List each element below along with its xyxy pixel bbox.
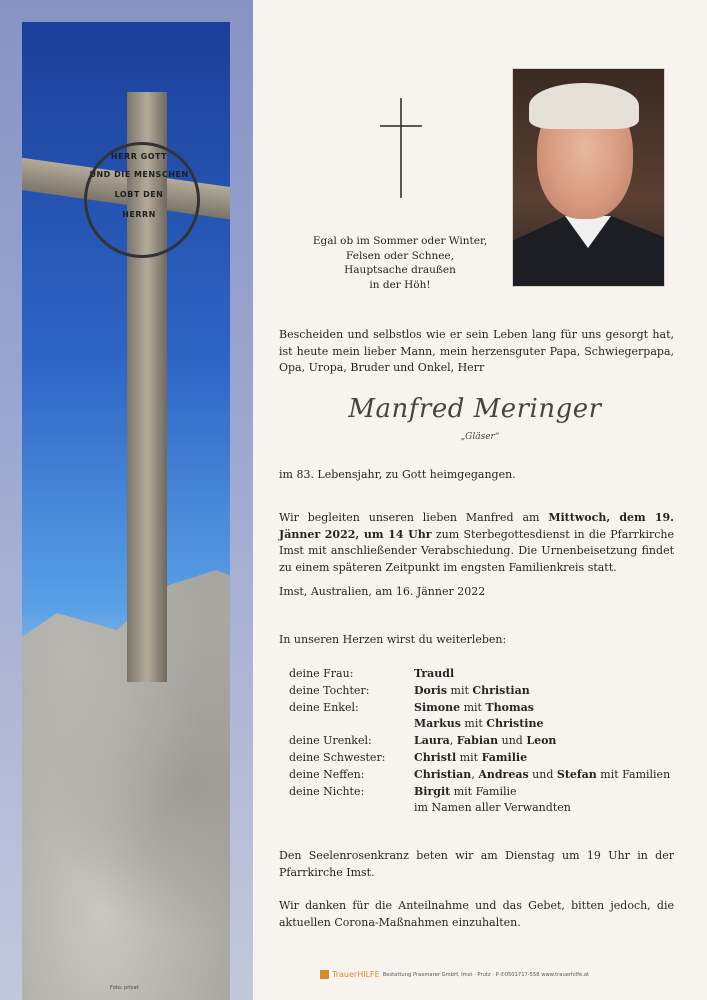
footer-brand	[332, 970, 380, 979]
ceremony-text-b: zum Sterbegottesdienst in die Pfarrkirche Imst mit anschließender Verabschiedung. Die Urnenbeisetzung findet zu einem späteren Zeitpunkt im engsten Familienkreis statt.	[279, 527, 674, 574]
rock-ground	[22, 570, 230, 1000]
deceased-name: Manfred Meringer	[348, 394, 602, 424]
portrait-photo	[512, 68, 665, 287]
poem-line: in der Höh!	[369, 278, 431, 291]
ring-text-3: LOBT DEN	[114, 190, 164, 199]
relative-names: Markus mit Christine	[414, 717, 544, 731]
ceremony-date: Mittwoch, dem 19. Jänner 2022, um 14 Uhr	[279, 511, 675, 541]
intro-text: Bescheiden und selbstlos wie er sein Leben lang für uns gesorgt hat, ist heute mein lieber Mann, mein herzensguter Papa, Schwiegerpapa, Opa, Uropa, Bruder und Onkel, Herr	[279, 328, 674, 374]
hearts-line: In unseren Herzen wirst du weiterleben:	[279, 633, 507, 646]
ring-text-1: HERR GOTT	[110, 152, 168, 161]
relative-row	[289, 700, 670, 717]
relative-label: deine Enkel:	[289, 700, 359, 714]
relative-row	[289, 800, 670, 817]
poem-line: Hauptsache draußen	[344, 264, 456, 276]
place-date: Imst, Australien, am 16. Jänner 2022	[279, 585, 486, 598]
photo-credit: Foto: privat	[110, 985, 139, 991]
relative-names: Doris mit Christian	[414, 683, 530, 697]
thanks-text: Wir danken für die Anteilnahme und das Gebet, bitten jedoch, die aktuellen Corona-Maßnahmen einzuhalten.	[279, 899, 674, 929]
cross-icon	[380, 98, 422, 198]
trauerhilfe-logo-icon	[320, 970, 329, 979]
ring-text-4: HERRN	[122, 210, 156, 219]
footer-text: Bestattung Praxmarer GmbH, Imst · Prutz · P ✆0501717-558 www.trauerhilfe.at	[382, 971, 590, 978]
relative-row	[289, 666, 670, 683]
relative-row	[289, 733, 670, 750]
relative-label	[289, 716, 414, 733]
relative-names: Birgit mit Familie	[414, 784, 517, 798]
relative-row	[289, 750, 670, 767]
relative-names: Traudl	[414, 667, 455, 680]
ceremony-text	[279, 510, 674, 576]
relative-row	[289, 784, 670, 801]
relative-label: deine Urenkel:	[289, 734, 372, 748]
portrait-hair	[529, 83, 639, 129]
ceremony-text-a: Wir begleiten unseren lieben Manfred am	[279, 511, 549, 524]
brand-b: HILFE	[357, 970, 380, 979]
ring-text-2: UND DIE MENSCHEN	[89, 170, 189, 179]
relative-names: im Namen aller Verwandten	[414, 801, 571, 815]
rosary-text: Den Seelenrosenkranz beten wir am Dienstag um 19 Uhr in der Pfarrkirche Imst.	[279, 849, 674, 879]
relative-label: deine Nichte:	[289, 784, 365, 798]
summit-cross-photo	[22, 22, 230, 1000]
relative-names: Laura, Fabian und Leon	[414, 734, 557, 748]
relative-label: deine Frau:	[289, 667, 354, 680]
poem-line: Felsen oder Schnee,	[346, 249, 454, 262]
relative-label: deine Tochter:	[289, 683, 370, 697]
relative-row	[289, 683, 670, 700]
relative-label: deine Schwester:	[289, 750, 386, 764]
brand-a: Trauer	[332, 970, 358, 979]
relative-row	[289, 716, 670, 733]
poem-line: Egal ob im Sommer oder Winter,	[312, 235, 488, 247]
age-text: im 83. Lebensjahr, zu Gott heimgegangen.	[279, 468, 516, 481]
poem	[300, 234, 500, 292]
relative-names: Christl mit Familie	[414, 750, 528, 764]
relative-label: deine Neffen:	[289, 767, 365, 781]
relative-row	[289, 767, 670, 784]
relatives-list	[289, 666, 670, 817]
relative-label	[289, 800, 414, 817]
relative-names: Simone mit Thomas	[414, 700, 534, 714]
footer	[320, 970, 680, 979]
relative-names: Christian, Andreas und Stefan mit Familien	[414, 767, 671, 781]
deceased-nickname: „Gläser“	[460, 432, 500, 442]
